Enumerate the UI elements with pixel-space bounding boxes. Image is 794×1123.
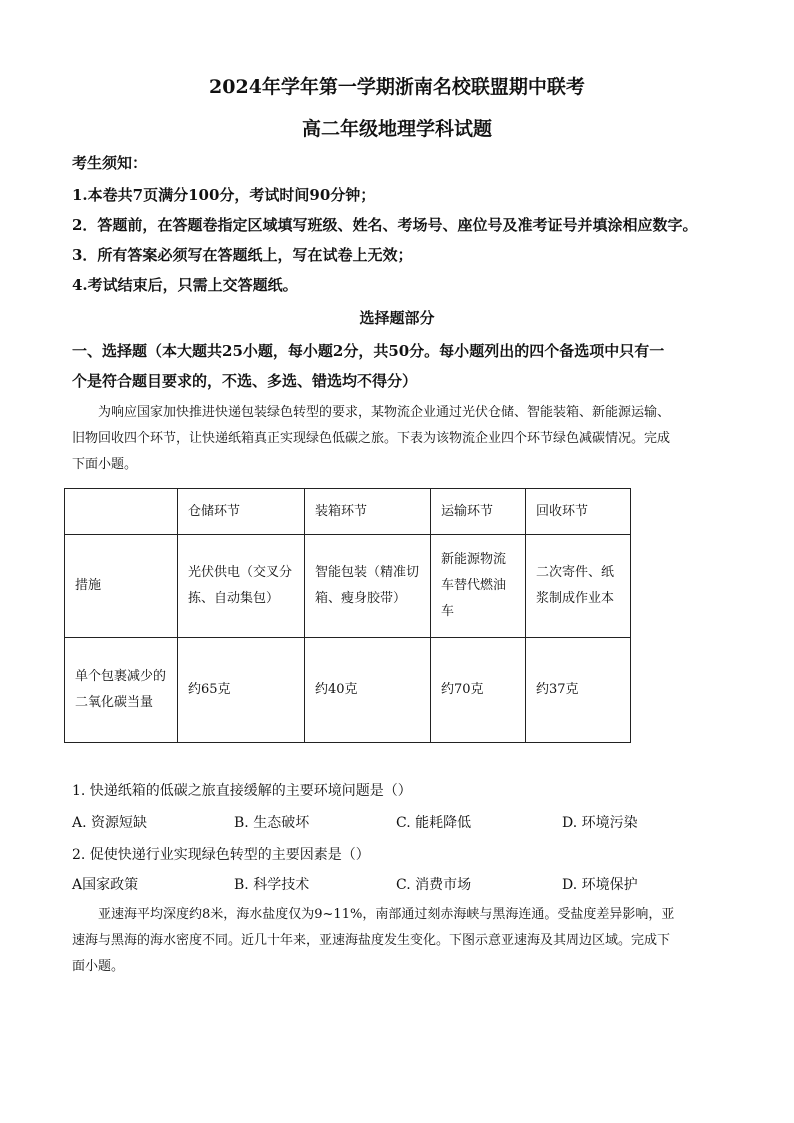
passage-line: 旧物回收四个环节，让快递纸箱真正实现绿色低碳之旅。下表为该物流企业四个环节绿色减碳情况。完成 — [72, 431, 671, 446]
table-row-label: 单个包裹减少的二氧化碳当量 — [65, 638, 178, 743]
table-cell: 二次寄件、纸浆制成作业本 — [526, 535, 631, 638]
table-row — [65, 638, 631, 743]
notice-item: 3．所有答案必须写在答题纸上，写在试卷上无效； — [72, 246, 413, 264]
table-cell: 新能源物流车替代燃油车 — [431, 535, 526, 638]
question-2-stem: 2. 促使快递行业实现绿色转型的主要因素是（） — [72, 847, 370, 863]
question-1-stem: 1. 快递纸箱的低碳之旅直接缓解的主要环境问题是（） — [72, 783, 412, 799]
table-header-cell: 仓储环节 — [178, 489, 305, 535]
exam-subtitle: 高二年级地理学科试题 — [301, 118, 492, 140]
passage-line: 亚速海平均深度约8米，海水盐度仅为9~11%，南部通过刻赤海峡与黑海连通。受盐度差异影响，亚 — [98, 907, 675, 922]
option-d: D. 环境污染 — [562, 815, 638, 831]
notice-heading: 考生须知： — [72, 154, 148, 172]
passage-1 — [72, 400, 722, 478]
table-header-cell — [65, 489, 178, 535]
table-cell: 约37克 — [526, 638, 631, 743]
passage-line: 为响应国家加快推进快递包装绿色转型的要求，某物流企业通过光伏仓储、智能装箱、新能源运输、 — [98, 405, 671, 420]
option-c: C. 能耗降低 — [396, 815, 472, 831]
section-heading: 选择题部分 — [359, 309, 435, 327]
option-b: B. 科学技术 — [234, 877, 310, 893]
table-cell: 智能包装（精准切箱、瘦身胶带） — [305, 535, 431, 638]
notice-item: 4.考试结束后，只需上交答题纸。 — [72, 276, 298, 294]
table-header-cell: 装箱环节 — [305, 489, 431, 535]
table-cell: 约40克 — [305, 638, 431, 743]
table-cell: 约70克 — [431, 638, 526, 743]
table-header-cell: 运输环节 — [431, 489, 526, 535]
notice-item: 1.本卷共7页满分100分，考试时间90分钟； — [72, 186, 376, 204]
option-a: A. 资源短缺 — [72, 815, 148, 831]
table-row — [65, 535, 631, 638]
option-d: D. 环境保护 — [562, 877, 638, 893]
passage-2 — [72, 902, 722, 980]
option-b: B. 生态破坏 — [234, 815, 310, 831]
table-cell: 光伏供电（交叉分拣、自动集包） — [178, 535, 305, 638]
notice-item: 2．答题前，在答题卷指定区域填写班级、姓名、考场号、座位号及准考证号并填涂相应数字。 — [72, 216, 698, 234]
exam-title: 2024年学年第一学期浙南名校联盟期中联考 — [209, 76, 585, 98]
table-header-row — [65, 489, 631, 535]
passage-line: 下面小题。 — [72, 457, 138, 472]
table-row-label: 措施 — [65, 535, 178, 638]
table-header-cell: 回收环节 — [526, 489, 631, 535]
option-a: A国家政策 — [72, 877, 139, 893]
passage-line: 速海与黑海的海水密度不同。近几十年来，亚速海盐度发生变化。下图示意亚速海及其周边区域。完成下 — [72, 933, 671, 948]
passage-line: 面小题。 — [72, 959, 125, 974]
option-c: C. 消费市场 — [396, 877, 472, 893]
table-cell: 约65克 — [178, 638, 305, 743]
section-instruction: 个是符合题目要求的，不选、多选、错选均不得分） — [72, 372, 418, 390]
section-instruction: 一、选择题（本大题共25小题，每小题2分，共50分。每小题列出的四个备选项中只有一 — [72, 342, 665, 360]
carbon-reduction-table — [64, 488, 631, 743]
